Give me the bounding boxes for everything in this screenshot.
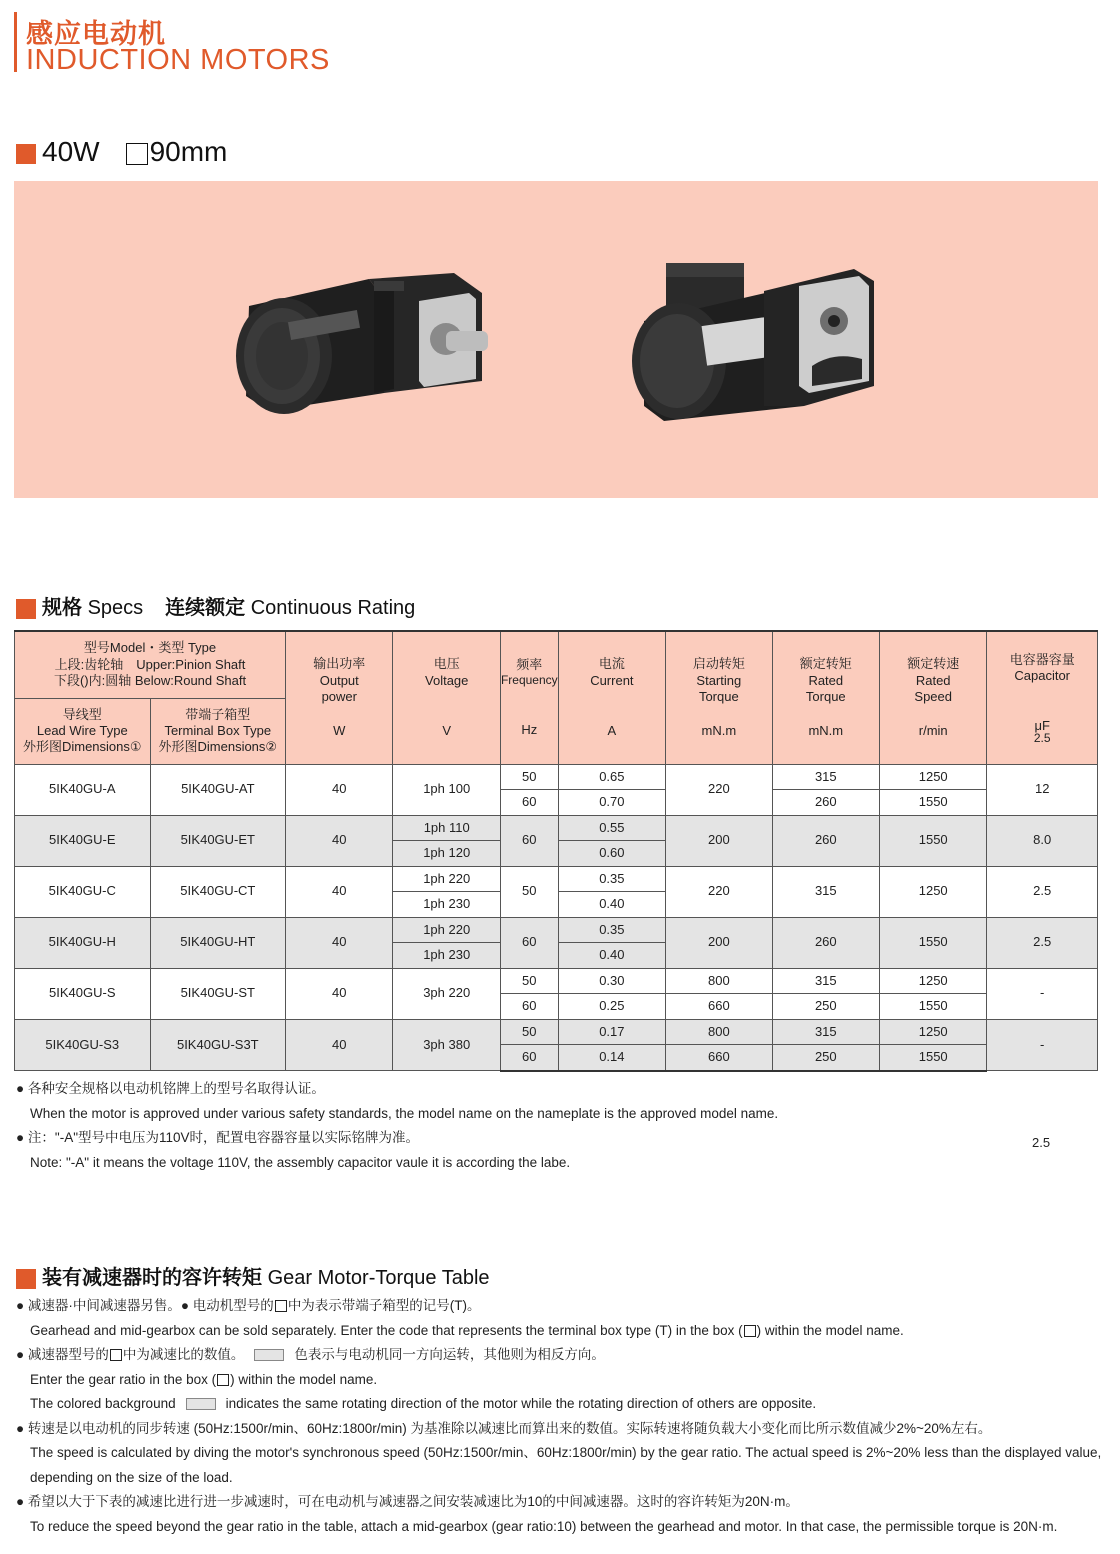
table-row: 5IK40GU-A 5IK40GU-AT 40 1ph 100 50 0.65 220 315 1250 12 bbox=[15, 764, 1098, 790]
gear-notes bbox=[16, 1294, 1101, 1539]
motor-photos bbox=[14, 181, 1098, 498]
rated-speed-header: 额定转速 Rated Speed r/min bbox=[880, 631, 987, 764]
square-bullet-icon bbox=[16, 1269, 36, 1289]
capacitor-header: 电容器容量 Capacitor μF 2.5 bbox=[987, 631, 1098, 764]
box-icon bbox=[217, 1374, 229, 1386]
box-icon bbox=[110, 1349, 122, 1361]
specs-heading-cn: 规格 bbox=[42, 597, 82, 619]
box-icon bbox=[744, 1325, 756, 1337]
table-row: 1ph 120 0.60 bbox=[15, 841, 1098, 867]
specs-heading bbox=[16, 591, 415, 620]
stray-capacitor-value: 2.5 bbox=[1032, 1135, 1051, 1150]
title-accent-bar bbox=[14, 12, 17, 72]
rating-heading-cn: 连续额定 bbox=[165, 597, 246, 619]
same-direction-swatch bbox=[186, 1398, 216, 1410]
terminal-box-motor-image bbox=[632, 263, 874, 421]
gear-note-2-en-2: The colored background indicates the same rotating direction of the motor while the rotating direction of others are opposite. bbox=[30, 1396, 817, 1411]
rated-torque-header: 额定转矩 Rated Torque mN.m bbox=[772, 631, 879, 764]
table-row: 1ph 230 0.40 bbox=[15, 943, 1098, 969]
gear-note-1-en: Gearhead and mid-gearbox can be sold separately. Enter the code that represents the terminal box type (T) in the box ( ) within the model name. bbox=[30, 1322, 904, 1338]
gear-heading-cn: 装有减速器时的容许转矩 bbox=[42, 1267, 262, 1289]
table-row: 5IK40GU-S 5IK40GU-ST 40 3ph 220 50 0.30 800 315 1250 - bbox=[15, 968, 1098, 994]
table-row: 5IK40GU-E 5IK40GU-ET 40 1ph 110 60 0.55 200 260 1550 8.0 bbox=[15, 815, 1098, 841]
gear-note-3-en-1: The speed is calculated by diving the motor's synchronous speed (50Hz:1500r/min、60Hz:1800r/min) by the gear ratio. The actual speed is 2%~20% less than the displayed value, bbox=[30, 1445, 1102, 1460]
lead-wire-motor-image bbox=[236, 273, 488, 414]
rating-heading-en: Continuous Rating bbox=[250, 597, 416, 619]
page-title-cn: 感应电动机 bbox=[26, 19, 166, 49]
note-2-en: Note: "-A" it means the voltage 110V, the assembly capacitor vaule it is according the labe. bbox=[30, 1154, 571, 1170]
square-bullet-icon bbox=[16, 599, 36, 619]
table-row: 5IK40GU-S3 5IK40GU-S3T 40 3ph 380 50 0.17 800 315 1250 - bbox=[15, 1019, 1098, 1045]
gear-heading-en: Gear Motor-Torque Table bbox=[267, 1267, 490, 1289]
starting-torque-header: 启动转矩 Starting Torque mN.m bbox=[666, 631, 772, 764]
gear-note-4-cn: ● 希望以大于下表的减速比进行进一步减速时，可在电动机与减速器之间安装减速比为10的中间减速器。这时的容许转矩为20N·m。 bbox=[16, 1494, 799, 1509]
gear-note-2-cn: ● 减速器型号的 中为减速比的数值。 色表示与电动机同一方向运转，其他则为相反方向。 bbox=[16, 1347, 605, 1362]
table-row: 60 0.70 260 1550 bbox=[15, 790, 1098, 816]
box-icon bbox=[275, 1300, 287, 1312]
gear-note-3-en-2: depending on the size of the load. bbox=[30, 1469, 233, 1485]
square-bullet-icon bbox=[16, 144, 36, 164]
note-1-cn: ● 各种安全规格以电动机铭牌上的型号名取得认证。 bbox=[16, 1081, 325, 1096]
model-header: 型号Model・类型 Type 上段:齿轮轴 Upper:Pinion Shaft 下段()内:圆轴 Below:Round Shaft bbox=[15, 631, 286, 698]
note-2-cn: ● 注："-A"型号中电压为110V时，配置电容器容量以实际铭牌为准。 bbox=[16, 1130, 420, 1145]
spec-notes bbox=[16, 1077, 778, 1175]
square-outline-icon bbox=[126, 143, 148, 165]
spec-table bbox=[14, 630, 1098, 1072]
frame-size: 90mm bbox=[149, 136, 228, 167]
gear-note-2-en-1: Enter the gear ratio in the box ( ) within the model name. bbox=[30, 1371, 378, 1387]
page-title-en: INDUCTION MOTORS bbox=[26, 44, 330, 76]
gear-heading bbox=[16, 1261, 490, 1290]
table-row: 60 0.14 660 250 1550 bbox=[15, 1045, 1098, 1071]
output-header: 输出功率 Output power W bbox=[286, 631, 393, 764]
terminal-box-header: 带端子箱型 Terminal Box Type 外形图Dimensions② bbox=[150, 698, 286, 764]
table-row: 60 0.25 660 250 1550 bbox=[15, 994, 1098, 1020]
note-1-en: When the motor is approved under various safety standards, the model name on the nameplate is the approved model name. bbox=[30, 1105, 779, 1121]
product-subtitle bbox=[16, 136, 227, 168]
table-row: 1ph 230 0.40 bbox=[15, 892, 1098, 918]
table-row: 5IK40GU-C 5IK40GU-CT 40 1ph 220 50 0.35 220 315 1250 2.5 bbox=[15, 866, 1098, 892]
gear-note-4-en: To reduce the speed beyond the gear ratio in the table, attach a mid-gearbox (gear ratio:10) between the gearhead and motor. In that case, the permissible torque is 20N·m. bbox=[30, 1518, 1058, 1534]
lead-wire-header: 导线型 Lead Wire Type 外形图Dimensions① bbox=[15, 698, 151, 764]
same-direction-swatch bbox=[254, 1349, 284, 1361]
frequency-header: 频率 Frequency Hz bbox=[500, 631, 558, 764]
gear-note-1-cn: ● 减速器·中间减速器另售。● 电动机型号的 中为表示带端子箱型的记号(T)。 bbox=[16, 1298, 481, 1313]
product-photo-panel bbox=[14, 181, 1098, 498]
current-header: 电流 Current A bbox=[558, 631, 665, 764]
power-rating: 40W bbox=[42, 136, 100, 167]
specs-heading-en: Specs bbox=[87, 597, 144, 619]
table-row: 5IK40GU-H 5IK40GU-HT 40 1ph 220 60 0.35 200 260 1550 2.5 bbox=[15, 917, 1098, 943]
voltage-header: 电压 Voltage V bbox=[393, 631, 500, 764]
gear-note-3-cn: ● 转速是以电动机的同步转速 (50Hz:1500r/min、60Hz:1800r/min) 为基准除以减速比而算出来的数值。实际转速将随负载大小变化而比所示数值减少2%~20%左右。 bbox=[16, 1420, 992, 1436]
